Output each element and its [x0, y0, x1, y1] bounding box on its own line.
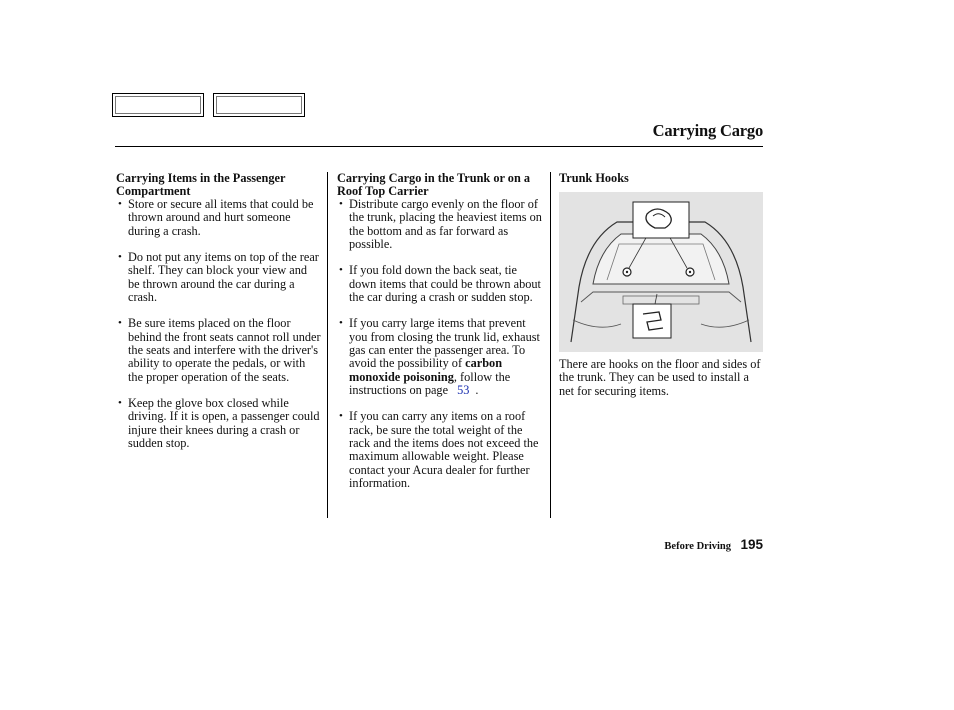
- license-plate-area: [623, 296, 699, 304]
- hooks-column: [559, 172, 763, 398]
- bullet-end: .: [475, 382, 479, 397]
- trunk-illustration-svg: [559, 192, 763, 352]
- callout-line-bottom: [655, 294, 657, 304]
- list-item: • Keep the glove box closed while driving. If it is open, a passenger could injure their knees during a crash or sudden stop.: [116, 397, 321, 450]
- left-taillight: [573, 320, 621, 327]
- section-label: Before Driving: [664, 541, 731, 552]
- trunk-bullet-list: [337, 198, 543, 490]
- warning-term: carbon monoxide poisoning: [349, 356, 503, 384]
- list-item: • If you fold down the back seat, tie down items that could be thrown about the car during a crash or sudden stop.: [337, 264, 543, 304]
- hook-detail-inset-top: [633, 202, 689, 238]
- hooks-caption: There are hooks on the floor and sides of the trunk. They can be used to install a net for securing items.: [559, 357, 761, 398]
- list-item: [337, 317, 543, 397]
- hooks-heading: Trunk Hooks: [559, 171, 629, 185]
- bumper-line: [581, 292, 741, 302]
- nav-button-1[interactable]: [112, 93, 204, 117]
- column-divider-1: [327, 172, 328, 518]
- trunk-column: [337, 172, 543, 503]
- bullet-text: , follow the instructions on page: [349, 369, 511, 397]
- left-hook-center: [626, 271, 628, 273]
- list-item: • If you can carry any items on a roof rack, be sure the total weight of the rack and the items does not exceed the maximum allowable weight. Please contact your Acura dealer for further information.: [337, 410, 543, 490]
- column-divider-2: [550, 172, 551, 518]
- right-hook-center: [689, 271, 691, 273]
- bullet-text: If you carry large items that prevent you from closing the trunk lid, exhaust gas can enter the passenger area. To avoid the possibility of: [349, 316, 540, 371]
- trunk-heading: Carrying Cargo in the Trunk or on a Roof Top Carrier: [337, 171, 531, 198]
- title-divider: [115, 146, 763, 147]
- passenger-heading: Carrying Items in the Passenger Compartment: [116, 171, 286, 198]
- page-link[interactable]: 53: [457, 382, 470, 397]
- nav-button-2[interactable]: [213, 93, 305, 117]
- list-item: • Be sure items placed on the floor behind the front seats cannot roll under the seats and interfere with the driver's ability to operate the pedals, or with the proper operation of the seats.: [116, 317, 321, 383]
- trunk-opening: [593, 234, 729, 284]
- passenger-column: [116, 172, 321, 464]
- page-number: 195: [740, 537, 763, 552]
- passenger-bullet-list: [116, 198, 321, 450]
- list-item: • Do not put any items on top of the rear shelf. They can block your view and be thrown around the car during a crash.: [116, 251, 321, 304]
- trunk-hooks-illustration: [559, 192, 763, 352]
- list-item: • Distribute cargo evenly on the floor of the trunk, placing the heaviest items on the bottom and as far forward as possible.: [337, 198, 543, 251]
- page-title: Carrying Cargo: [652, 121, 763, 140]
- list-item: • Store or secure all items that could be thrown around and hurt someone during a crash.: [116, 198, 321, 238]
- right-taillight: [701, 320, 749, 327]
